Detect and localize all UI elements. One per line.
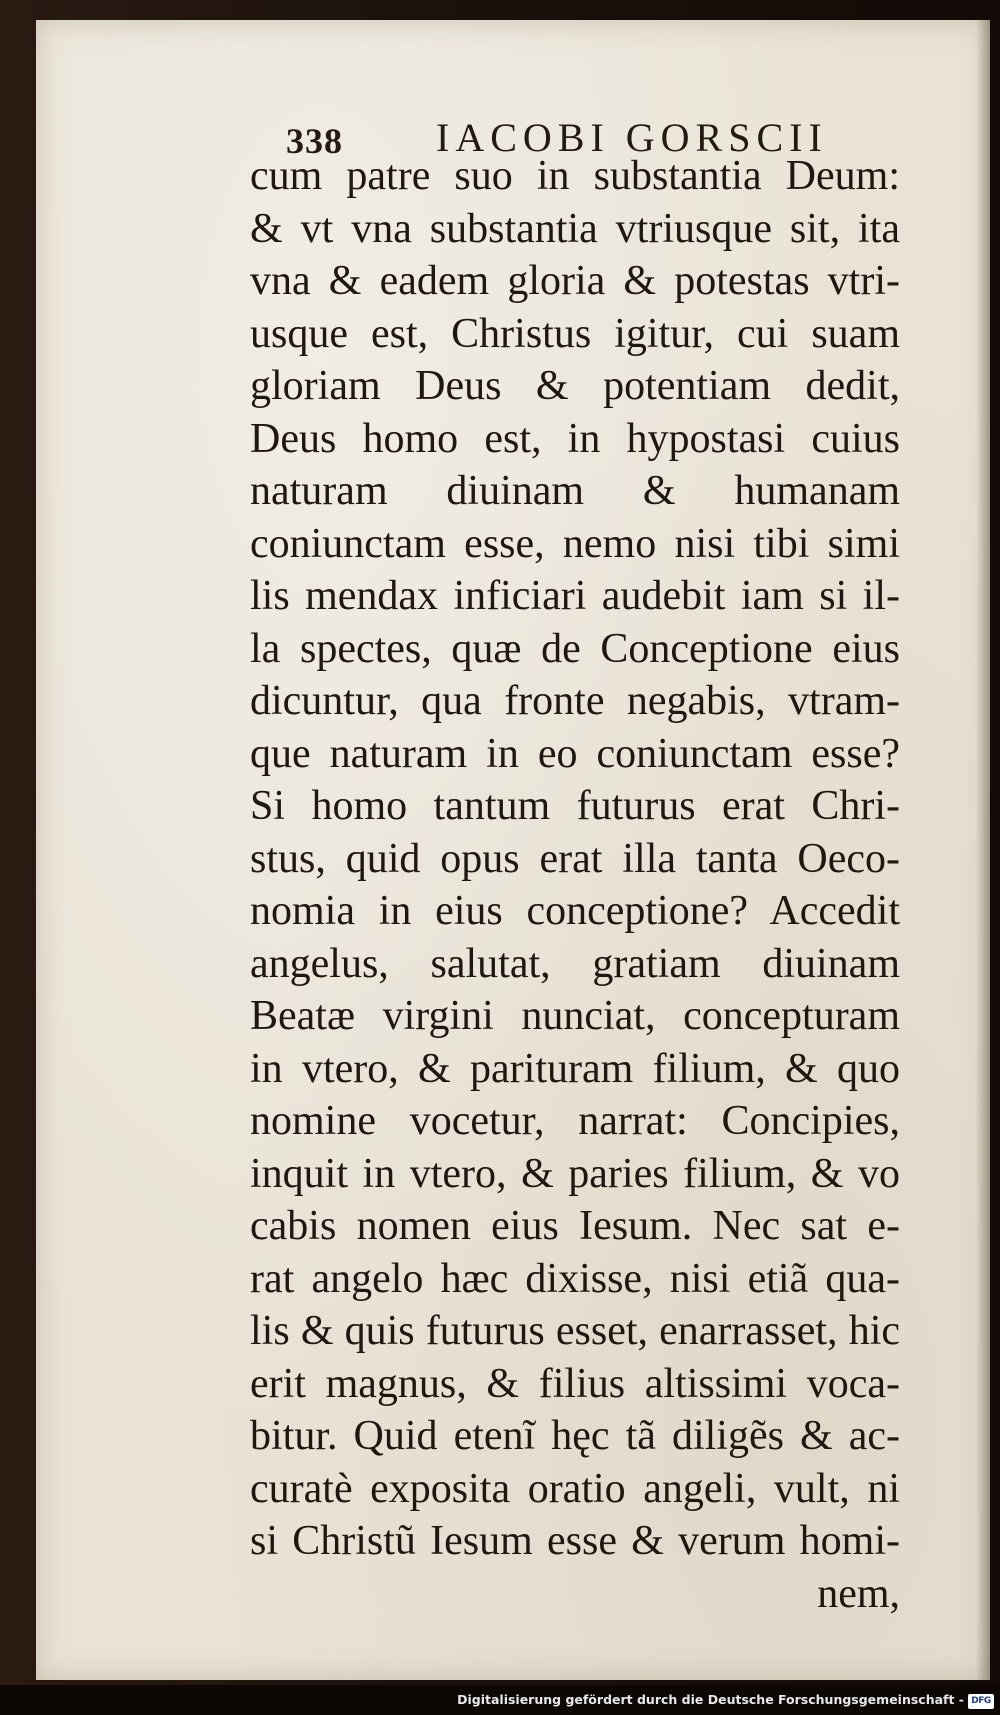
text-line: usque est, Christus igitur, cui suam xyxy=(250,310,900,357)
footer-bar xyxy=(0,1685,1000,1715)
funding-credit: Digitalisierung gefördert durch die Deutsche Forschungsgemeinschaft - xyxy=(457,1692,964,1707)
text-line: que naturam in eo coniunctam esse? xyxy=(250,730,900,777)
text-line: nomia in eius conceptione? Accedit xyxy=(250,888,900,934)
text-line: in vtero, & parituram filium, & quo xyxy=(250,1045,900,1092)
catchword: nem, xyxy=(817,1570,900,1617)
text-line: coniunctam esse, nemo nisi tibi simi xyxy=(250,520,900,567)
text-line: & vt vna substantia vtriusque sit, ita xyxy=(250,205,900,252)
page-edge-shadow xyxy=(976,20,990,1680)
text-line: angelus, salutat, gratiam diuinam xyxy=(250,940,900,987)
text-line: stus, quid opus erat illa tanta Oeco- xyxy=(250,835,900,882)
text-line: vna & eadem gloria & potestas vtri- xyxy=(250,258,900,304)
text-line: rat angelo hæc dixisse, nisi etiã qua- xyxy=(250,1255,900,1302)
body-text xyxy=(250,150,900,1620)
text-line: Si homo tantum futurus erat Chri- xyxy=(250,783,900,829)
text-line: la spectes, quæ de Conceptione eius xyxy=(250,625,900,672)
text-line: dicuntur, qua fronte negabis, vtram- xyxy=(250,678,900,724)
text-line: inquit in vtero, & paries filium, & vo xyxy=(250,1150,900,1197)
page-number: 338 xyxy=(286,121,343,161)
text-line: bitur. Quid etenĩ hęc tã diligẽs & ac- xyxy=(250,1413,900,1459)
text-line: Deus homo est, in hypostasi cuius xyxy=(250,415,900,462)
text-line: erit magnus, & filius altissimi voca- xyxy=(250,1360,900,1407)
text-line: cabis nomen eius Iesum. Nec sat e- xyxy=(250,1203,900,1249)
text-line: curatè exposita oratio angeli, vult, ni xyxy=(250,1465,900,1512)
text-line: Beatæ virgini nunciat, concepturam xyxy=(250,993,900,1039)
running-head: IACOBI GORSCII xyxy=(436,115,828,160)
dfg-logo: DFG xyxy=(968,1694,994,1709)
text-line: lis mendax inficiari audebit iam si il- xyxy=(250,573,900,619)
text-line: gloriam Deus & potentiam dedit, xyxy=(250,363,900,409)
text-line: si Christũ Iesum esse & verum homi- xyxy=(250,1518,900,1564)
text-line: lis & quis futurus esset, enarrasset, hic xyxy=(250,1308,900,1354)
text-line: nomine vocetur, narrat: Concipies, xyxy=(250,1098,900,1144)
text-line: naturam diuinam & humanam xyxy=(250,468,900,514)
text-line: cum patre suo in substantia Deum: xyxy=(250,153,900,199)
